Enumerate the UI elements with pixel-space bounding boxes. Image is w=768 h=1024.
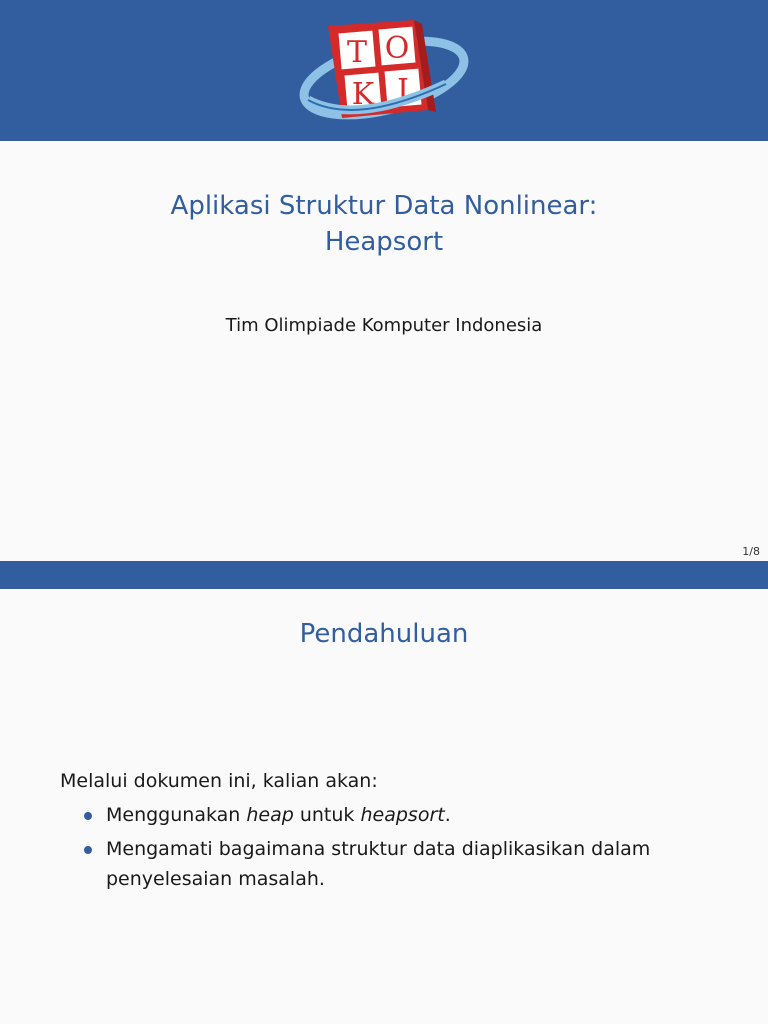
list-item [60, 800, 720, 830]
logo-letter-o: O [384, 31, 410, 66]
bullet-dot-icon [84, 846, 92, 854]
bullet2-line1: Mengamati bagaimana struktur data diaplikasikan dalam [106, 838, 651, 860]
section-title: Pendahuluan [299, 619, 469, 649]
intro-text: Melalui dokumen ini, kalian akan: [60, 770, 378, 792]
slide-title [0, 188, 768, 260]
header-band [0, 0, 768, 141]
bullet1-emphasis-heap: heap [246, 804, 294, 826]
bullet1-text-a: Menggunakan [106, 804, 247, 826]
author-name: Tim Olimpiade Komputer Indonesia [225, 315, 543, 336]
bullet1-period: . [444, 804, 451, 826]
logo-letter-t: T [346, 35, 368, 70]
bullet-list [60, 800, 720, 894]
bullet1-emphasis-heapsort: heapsort [360, 804, 445, 826]
bullet-dot-icon [84, 812, 92, 820]
slide-title-line2: Heapsort [324, 227, 444, 257]
slide-title-line1: Aplikasi Struktur Data Nonlinear: [170, 191, 598, 221]
logo-letter-i: I [397, 73, 409, 108]
slide-divider-band [0, 561, 768, 589]
list-item [60, 834, 720, 894]
slide-body [60, 766, 720, 898]
bullet1-text-b: untuk [293, 804, 361, 826]
logo-letter-k: K [351, 77, 375, 112]
toki-logo-icon [296, 14, 472, 132]
page-number: 1/8 [742, 545, 760, 558]
bullet2-line2: penyelesaian masalah. [106, 868, 325, 890]
